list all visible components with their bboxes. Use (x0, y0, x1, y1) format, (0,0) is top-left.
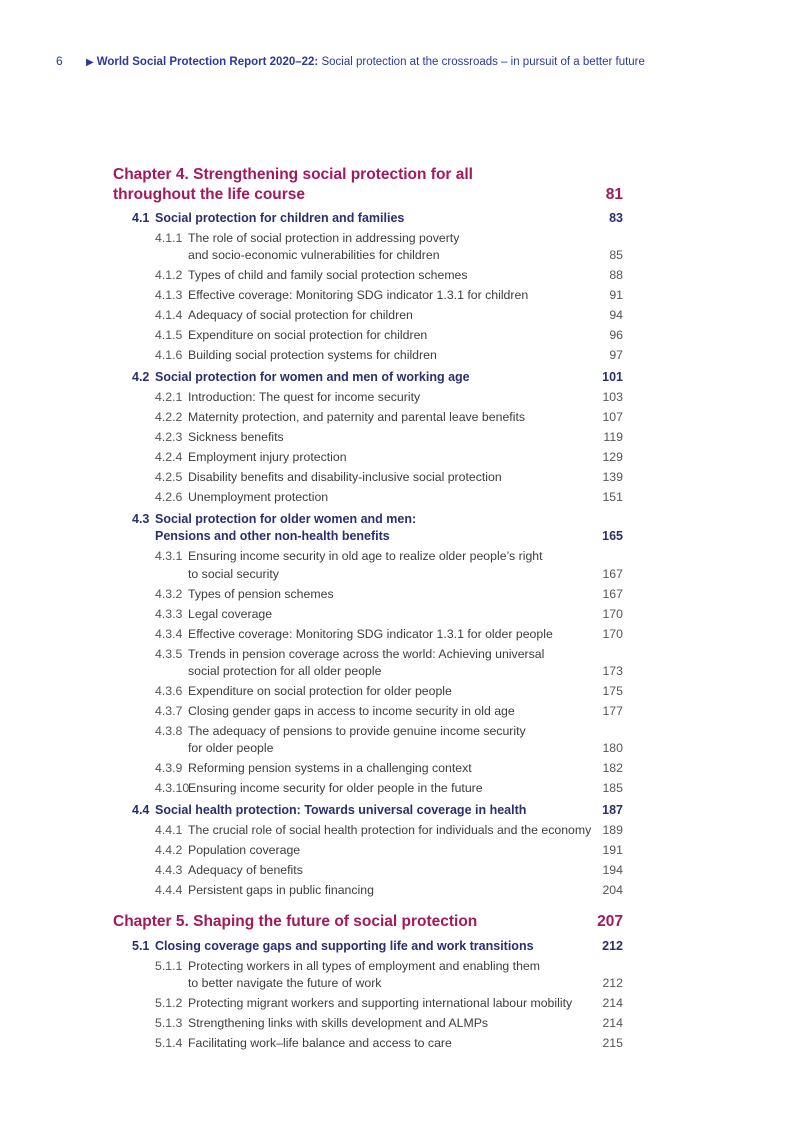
section-number: 4.2 (132, 370, 150, 384)
section-number: 5.1.3 (155, 1016, 183, 1030)
section-number: 4.2.4 (155, 450, 183, 464)
toc-entry-4-1-1-cont[interactable]: and socio-economic vulnerabilities for children (188, 248, 440, 262)
section-title: Types of pension schemes (188, 587, 334, 601)
toc-entry-4-3-3[interactable] (155, 606, 272, 623)
section-number: 4.3.2 (155, 587, 183, 601)
toc-entry-4-1-1[interactable] (155, 230, 459, 247)
section-title: Strengthening links with skills development and ALMPs (188, 1016, 489, 1030)
toc-page-4-2-2[interactable]: 107 (602, 410, 623, 424)
toc-entry-4-3-6[interactable] (155, 683, 452, 700)
toc-page-5-1-1[interactable]: 212 (602, 976, 623, 990)
toc-page-4-4[interactable]: 187 (602, 803, 623, 817)
toc-page-4-3-5[interactable]: 173 (602, 664, 623, 678)
toc-page-4-4-3[interactable]: 194 (602, 863, 623, 877)
section-number: 4.2.5 (155, 470, 183, 484)
chapter-4-page[interactable]: 81 (605, 186, 623, 203)
toc-page-4-4-4[interactable]: 204 (602, 883, 623, 897)
section-number: 4.1.3 (155, 288, 183, 302)
toc-page-4-2-5[interactable]: 139 (602, 470, 623, 484)
section-number: 4.3.5 (155, 647, 183, 661)
section-number: 4.3.1 (155, 549, 183, 563)
toc-entry-4-3-5[interactable] (155, 646, 544, 663)
section-number: 5.1.4 (155, 1036, 183, 1050)
toc-page-4-1-3[interactable]: 91 (609, 288, 623, 302)
toc-entry-4-3[interactable] (132, 511, 416, 528)
toc-page-4-4-2[interactable]: 191 (602, 843, 623, 857)
toc-entry-5-1[interactable] (132, 938, 534, 955)
section-number: 4.3.8 (155, 724, 183, 738)
section-number: 5.1.2 (155, 996, 183, 1010)
section-title: Unemployment protection (188, 490, 329, 504)
toc-entry-4-3-5-cont[interactable]: social protection for all older people (188, 664, 382, 678)
section-title: Social protection for older women and men: (155, 512, 417, 526)
toc-page-5-1[interactable]: 212 (602, 939, 623, 953)
toc-page-4-3-8[interactable]: 180 (602, 741, 623, 755)
chapter-5-page[interactable]: 207 (597, 913, 623, 930)
toc-page-4-3-1[interactable]: 167 (602, 567, 623, 581)
section-title: Social protection for children and families (155, 211, 405, 225)
section-number: 4.2.2 (155, 410, 183, 424)
section-number: 4.4.4 (155, 883, 183, 897)
toc-entry-4-2[interactable] (132, 369, 470, 386)
toc-page-4-3-9[interactable]: 182 (602, 761, 623, 775)
toc-page-4-3[interactable]: 165 (602, 529, 623, 543)
section-title: Introduction: The quest for income security (188, 390, 421, 404)
toc-entry-4-3-8[interactable] (155, 723, 526, 740)
toc-entry-4-3-10[interactable] (155, 780, 483, 797)
toc-entry-5-1-1-cont[interactable]: to better navigate the future of work (188, 976, 382, 990)
toc-page-4-1[interactable]: 83 (609, 211, 623, 225)
section-title: Disability benefits and disability-inclusive social protection (188, 470, 502, 484)
toc-page-4-3-2[interactable]: 167 (602, 587, 623, 601)
toc-page-4-1-5[interactable]: 96 (609, 328, 623, 342)
section-title: Types of child and family social protection schemes (188, 268, 468, 282)
section-title: Population coverage (188, 843, 301, 857)
toc-page-4-2-4[interactable]: 129 (602, 450, 623, 464)
toc-entry-4-1[interactable] (132, 210, 404, 227)
toc-entry-4-4-4[interactable] (155, 882, 374, 899)
toc-entry-4-3-9[interactable] (155, 760, 472, 777)
toc-page-4-1-2[interactable]: 88 (609, 268, 623, 282)
section-number: 4.4 (132, 803, 150, 817)
report-title: World Social Protection Report 2020–22: (96, 56, 319, 68)
section-number: 4.3.9 (155, 761, 183, 775)
toc-entry-4-2-5[interactable] (155, 469, 502, 486)
section-number: 5.1 (132, 939, 150, 953)
section-title: Facilitating work–life balance and access to care (188, 1036, 452, 1050)
section-number: 4.3.7 (155, 704, 183, 718)
toc-entry-4-2-2[interactable] (155, 409, 525, 426)
section-number: 4.3.10 (155, 781, 190, 795)
section-number: 4.1 (132, 211, 150, 225)
toc-page-4-3-4[interactable]: 170 (602, 627, 623, 641)
toc-entry-5-1-3[interactable] (155, 1015, 488, 1032)
section-title: Maternity protection, and paternity and parental leave benefits (188, 410, 526, 424)
section-title: Adequacy of benefits (188, 863, 303, 877)
toc-page-4-3-7[interactable]: 177 (602, 704, 623, 718)
toc-page-4-1-6[interactable]: 97 (609, 348, 623, 362)
toc-page-4-2[interactable]: 101 (602, 370, 623, 384)
section-title: Adequacy of social protection for children (188, 308, 413, 322)
chapter-4-title-line1[interactable]: Chapter 4. Strengthening social protection for all (113, 166, 473, 183)
toc-entry-4-3-8-cont[interactable]: for older people (188, 741, 274, 755)
section-number: 4.3 (132, 512, 150, 526)
section-number: 4.2.1 (155, 390, 183, 404)
section-title: Expenditure on social protection for older people (188, 684, 452, 698)
toc-entry-5-1-2[interactable] (155, 995, 572, 1012)
toc-page-4-3-10[interactable]: 185 (602, 781, 623, 795)
triangle-right-icon: ▶ (86, 57, 94, 68)
toc-entry-4-3-4[interactable] (155, 626, 553, 643)
section-number: 4.2.6 (155, 490, 183, 504)
toc-entry-4-4[interactable] (132, 802, 526, 819)
section-number: 4.3.3 (155, 607, 183, 621)
section-number: 4.1.2 (155, 268, 183, 282)
section-title: Closing gender gaps in access to income security in old age (188, 704, 515, 718)
section-title: Reforming pension systems in a challenging context (188, 761, 472, 775)
section-title: Protecting workers in all types of employment and enabling them (188, 959, 541, 973)
section-title: Effective coverage: Monitoring SDG indicator 1.3.1 for older people (188, 627, 553, 641)
toc-entry-4-3-7[interactable] (155, 703, 515, 720)
toc-entry-4-1-2[interactable] (155, 267, 468, 284)
section-title: Closing coverage gaps and supporting life and work transitions (155, 939, 534, 953)
section-number: 4.1.4 (155, 308, 183, 322)
section-number: 4.1.6 (155, 348, 183, 362)
toc-entry-4-4-1[interactable] (155, 822, 591, 839)
toc-entry-4-3-1-cont[interactable]: to social security (188, 567, 279, 581)
toc-page-4-1-1[interactable]: 85 (609, 248, 623, 262)
toc-page-5-1-3[interactable]: 214 (602, 1016, 623, 1030)
page-number: 6 (56, 54, 63, 68)
section-title: Building social protection systems for children (188, 348, 437, 362)
section-number: 4.4.3 (155, 863, 183, 877)
toc-page-5-1-4[interactable]: 215 (602, 1036, 623, 1050)
toc-page-4-3-3[interactable]: 170 (602, 607, 623, 621)
section-title: Social health protection: Towards universal coverage in health (155, 803, 527, 817)
section-title: The crucial role of social health protection for individuals and the economy (188, 823, 592, 837)
section-title: Expenditure on social protection for children (188, 328, 428, 342)
toc-page-4-2-6[interactable]: 151 (602, 490, 623, 504)
toc-entry-4-2-4[interactable] (155, 449, 347, 466)
toc-entry-4-1-3[interactable] (155, 287, 528, 304)
toc-entry-4-2-3[interactable] (155, 429, 284, 446)
section-number: 4.4.1 (155, 823, 183, 837)
section-number: 4.1.5 (155, 328, 183, 342)
toc-entry-4-4-3[interactable] (155, 862, 303, 879)
toc-entry-4-1-6[interactable] (155, 347, 437, 364)
toc-entry-4-2-6[interactable] (155, 489, 328, 506)
toc-entry-5-1-1[interactable] (155, 958, 540, 975)
toc-entry-4-3-2[interactable] (155, 586, 334, 603)
toc-entry-4-2-1[interactable] (155, 389, 420, 406)
chapter-5-title[interactable]: Chapter 5. Shaping the future of social protection (113, 913, 478, 930)
section-title: Legal coverage (188, 607, 273, 621)
toc-page-5-1-2[interactable]: 214 (602, 996, 623, 1010)
toc-entry-4-1-5[interactable] (155, 327, 427, 344)
toc-page-4-1-4[interactable]: 94 (609, 308, 623, 322)
section-number: 4.3.6 (155, 684, 183, 698)
chapter-4-title-line2[interactable]: throughout the life course (113, 186, 306, 203)
section-number: 4.4.2 (155, 843, 183, 857)
toc-page-4-2-1[interactable]: 103 (602, 390, 623, 404)
section-title: Trends in pension coverage across the world: Achieving universal (188, 647, 545, 661)
toc-entry-4-1-4[interactable] (155, 307, 413, 324)
section-title: Effective coverage: Monitoring SDG indicator 1.3.1 for children (188, 288, 529, 302)
toc-page-4-4-1[interactable]: 189 (602, 823, 623, 837)
toc-entry-4-4-2[interactable] (155, 842, 300, 859)
toc-page-4-2-3[interactable]: 119 (603, 430, 623, 444)
report-subtitle: Social protection at the crossroads – in pursuit of a better future (321, 56, 645, 68)
section-title: Ensuring income security in old age to realize older people’s right (188, 549, 543, 563)
section-title: Sickness benefits (188, 430, 284, 444)
toc-entry-5-1-4[interactable] (155, 1035, 452, 1052)
section-title: Employment injury protection (188, 450, 347, 464)
section-title: Persistent gaps in public financing (188, 883, 374, 897)
toc-page-4-3-6[interactable]: 175 (602, 684, 623, 698)
section-title: Social protection for women and men of working age (155, 370, 470, 384)
section-number: 4.3.4 (155, 627, 183, 641)
section-title: The role of social protection in addressing poverty (188, 231, 460, 245)
section-number: 4.1.1 (155, 231, 183, 245)
section-title: Ensuring income security for older people in the future (188, 781, 483, 795)
section-title: The adequacy of pensions to provide genuine income security (188, 724, 526, 738)
toc-entry-4-3-1[interactable] (155, 548, 543, 565)
section-title: Protecting migrant workers and supporting international labour mobility (188, 996, 573, 1010)
toc-entry-4-3-cont[interactable]: Pensions and other non-health benefits (155, 529, 390, 543)
section-number: 4.2.3 (155, 430, 183, 444)
section-number: 5.1.1 (155, 959, 183, 973)
